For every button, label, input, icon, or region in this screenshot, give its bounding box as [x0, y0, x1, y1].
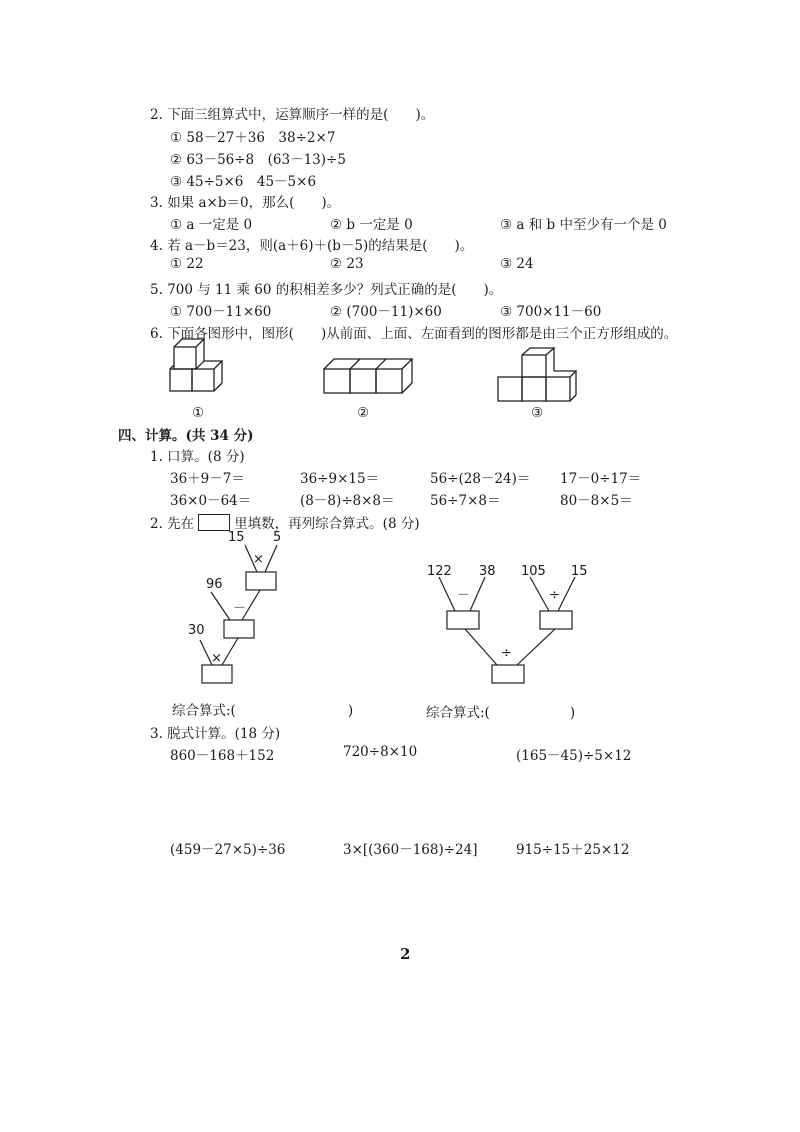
page-number: 2: [400, 945, 411, 963]
stepwise-problem[interactable]: 3×[(360－168)÷24]: [343, 842, 478, 858]
combined-formula-close: ): [347, 703, 354, 719]
stepwise-problem[interactable]: (165－45)÷5×12: [516, 748, 632, 764]
tree-number: 30: [188, 623, 205, 638]
stepwise-problem[interactable]: (459－27×5)÷36: [170, 842, 286, 858]
q3-option-2[interactable]: ② b 一定是 0: [330, 217, 413, 233]
tree-operator: ×: [253, 552, 264, 567]
tree-number: 122: [427, 564, 452, 579]
q3-number: 3.: [150, 195, 163, 211]
q6-number: 6.: [150, 326, 163, 342]
oral-item[interactable]: (8－8)÷8×8＝: [300, 493, 395, 509]
cube-figure-3-label[interactable]: ③: [531, 405, 544, 421]
q3-text: 如果 a×b＝0，那么( )。: [167, 195, 341, 211]
tree-operator: ÷: [549, 588, 560, 603]
q5-stem: [150, 278, 502, 298]
stepwise-heading: 3. 脱式计算。(18 分): [150, 726, 281, 742]
tree-number: 105: [521, 564, 546, 579]
combined-formula-close: ): [569, 705, 576, 721]
tree-operator: ×: [211, 651, 222, 666]
tree-number: 5: [273, 530, 282, 545]
cube-figure-1-label[interactable]: ①: [192, 405, 205, 421]
answer-box[interactable]: [224, 620, 254, 638]
q3-option-1[interactable]: ① a 一定是 0: [170, 217, 253, 233]
q4-option-2[interactable]: ② 23: [330, 256, 364, 272]
q2-stem: [150, 103, 434, 123]
tree-operator: －: [457, 588, 471, 603]
tree-heading-post: 里填数，再列综合算式。(8 分): [234, 516, 420, 532]
right-tree-diagram: [425, 565, 605, 690]
answer-box[interactable]: [540, 611, 572, 629]
answer-box[interactable]: [447, 611, 479, 629]
q5-option-1[interactable]: ① 700－11×60: [170, 304, 272, 320]
blank-box-sample: [198, 514, 230, 531]
q4-text: 若 a－b＝23，则(a＋6)＋(b－5)的结果是( )。: [167, 238, 474, 254]
tree-heading-pre: 2. 先在: [150, 516, 195, 532]
answer-box[interactable]: [246, 572, 276, 590]
tree-number: 38: [479, 564, 496, 579]
q5-option-3[interactable]: ③ 700×11－60: [500, 304, 602, 320]
tree-heading: [150, 512, 420, 532]
oral-item[interactable]: 36＋9－7＝: [170, 471, 245, 487]
cube-figure-2-label[interactable]: ②: [357, 405, 370, 421]
q5-text: 700 与 11 乘 60 的积相差多少？列式正确的是( )。: [167, 282, 503, 298]
answer-box[interactable]: [492, 665, 524, 683]
q3-option-3[interactable]: ③ a 和 b 中至少有一个是 0: [500, 217, 667, 233]
section4-title: 四、计算。(共 34 分): [118, 428, 254, 444]
stepwise-problem[interactable]: 915÷15＋25×12: [516, 842, 630, 858]
cube-figure-2: [320, 355, 420, 405]
stepwise-problem[interactable]: 860－168＋152: [170, 748, 275, 764]
tree-number: 96: [206, 577, 223, 592]
q2-option-3[interactable]: ③ 45÷5×6 45－5×6: [170, 174, 317, 190]
tree-operator: ÷: [501, 646, 512, 661]
oral-item[interactable]: 17－0÷17＝: [560, 471, 642, 487]
cube-figure-3: [492, 345, 582, 407]
q3-stem: [150, 191, 340, 211]
q4-stem: [150, 234, 473, 254]
q4-option-1[interactable]: ① 22: [170, 256, 204, 272]
oral-item[interactable]: 56÷(28－24)＝: [430, 471, 531, 487]
oral-item[interactable]: 36÷9×15＝: [300, 471, 380, 487]
tree-operator: －: [233, 601, 247, 616]
answer-box[interactable]: [202, 665, 232, 683]
tree-number: 15: [571, 564, 588, 579]
right-combined-formula[interactable]: [426, 701, 575, 721]
combined-formula-label: 综合算式:(: [172, 703, 236, 719]
q6-text: 下面各图形中，图形( )从前面、上面、左面看到的图形都是由三个正方形组成的。: [167, 326, 678, 342]
q4-option-3[interactable]: ③ 24: [500, 256, 534, 272]
stepwise-problem[interactable]: 720÷8×10: [343, 744, 418, 760]
q5-option-2[interactable]: ② (700－11)×60: [330, 304, 442, 320]
cube-figure-1: [160, 335, 240, 405]
oral-heading: 1. 口算。(8 分): [150, 449, 245, 465]
q2-option-1[interactable]: ① 58－27＋36 38÷2×7: [170, 130, 336, 146]
q2-number: 2.: [150, 107, 163, 123]
oral-item[interactable]: 36×0－64＝: [170, 493, 252, 509]
q2-text: 下面三组算式中，运算顺序一样的是( )。: [167, 107, 435, 123]
q2-option-2[interactable]: ② 63－56÷8 (63－13)÷5: [170, 152, 346, 168]
q4-number: 4.: [150, 238, 163, 254]
left-combined-formula[interactable]: [172, 699, 353, 719]
left-tree-diagram: [160, 530, 320, 690]
q5-number: 5.: [150, 282, 163, 298]
oral-item[interactable]: 80－8×5＝: [560, 493, 633, 509]
oral-item[interactable]: 56÷7×8＝: [430, 493, 501, 509]
tree-number: 15: [228, 530, 245, 545]
combined-formula-label: 综合算式:(: [426, 705, 490, 721]
